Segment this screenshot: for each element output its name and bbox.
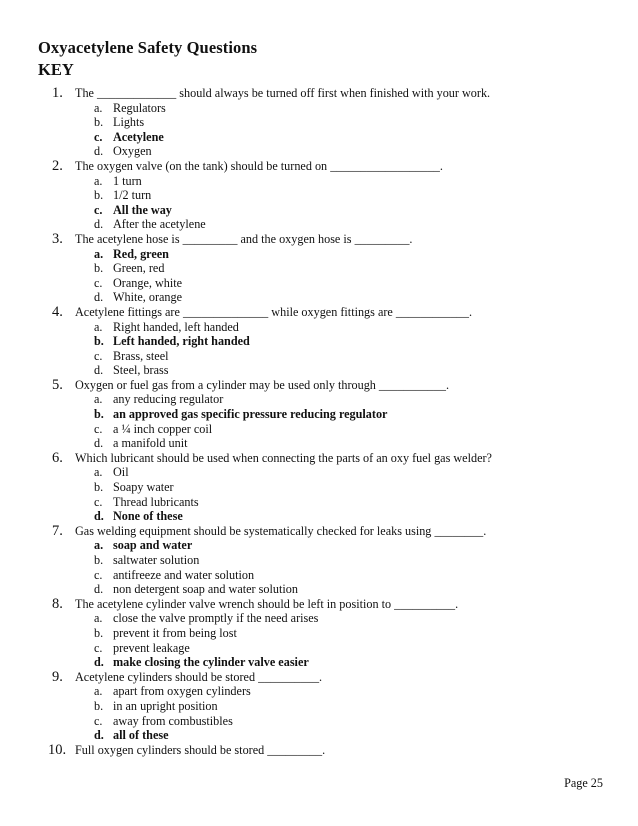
- option-text: antifreeze and water solution: [113, 567, 255, 582]
- question-number: 5.: [52, 376, 63, 393]
- option-text: saltwater solution: [113, 553, 200, 567]
- question-item: [0, 524, 638, 597]
- option-text: After the acetylene: [113, 217, 206, 232]
- option-text: Red, green: [113, 246, 169, 261]
- option-text: White, orange: [113, 290, 183, 305]
- option-text: a manifold unit: [113, 436, 188, 451]
- answer-options: [0, 538, 638, 596]
- question-text: Acetylene cylinders should be stored __________.: [75, 669, 323, 684]
- answer-option: [0, 641, 638, 656]
- correct-answer-option: [0, 407, 638, 422]
- option-letter: b.: [94, 261, 104, 276]
- option-letter: a.: [94, 173, 103, 188]
- answer-options: [0, 174, 638, 232]
- answer-option: [0, 714, 638, 729]
- answer-option: [0, 217, 638, 232]
- option-letter: d.: [94, 290, 104, 305]
- option-letter: d.: [94, 582, 104, 597]
- option-text: Brass, steel: [113, 348, 169, 363]
- answer-option: [0, 115, 638, 130]
- option-letter: a.: [94, 392, 103, 407]
- answer-option: [0, 495, 638, 510]
- key-heading: KEY: [38, 60, 74, 79]
- option-letter: a.: [94, 319, 103, 334]
- answer-options: [0, 465, 638, 523]
- correct-answer-option: [0, 538, 638, 553]
- correct-answer-option: [0, 247, 638, 262]
- answer-options: [0, 611, 638, 669]
- answer-options: [0, 320, 638, 378]
- option-text: Soapy water: [113, 480, 174, 495]
- option-text: Right handed, left handed: [113, 319, 239, 334]
- option-letter: a.: [94, 684, 103, 699]
- answer-option: [0, 349, 638, 364]
- option-text: All the way: [113, 202, 172, 217]
- question-item: [0, 451, 638, 524]
- option-text: in an upright position: [113, 698, 218, 713]
- answer-option: [0, 392, 638, 407]
- option-letter: c.: [94, 567, 103, 582]
- question-item: [0, 232, 638, 305]
- question-text: Gas welding equipment should be systematically checked for leaks using ________.: [75, 523, 487, 538]
- option-text: any reducing regulator: [113, 392, 224, 407]
- option-text: Green, red: [113, 261, 165, 276]
- option-text: apart from oxygen cylinders: [113, 684, 251, 699]
- option-text: Orange, white: [113, 275, 183, 290]
- option-text: Left handed, right handed: [113, 334, 250, 349]
- question-number: 8.: [52, 595, 63, 612]
- option-letter: a.: [94, 538, 104, 553]
- option-text: close the valve promptly if the need arises: [113, 611, 319, 626]
- option-letter: b.: [94, 188, 104, 203]
- question-text: The acetylene hose is _________ and the oxygen hose is _________.: [75, 231, 413, 246]
- question-number: 9.: [52, 668, 63, 685]
- question-item: [0, 86, 638, 159]
- option-text: non detergent soap and water solution: [113, 582, 298, 597]
- answer-option: [0, 699, 638, 714]
- option-text: None of these: [113, 509, 183, 524]
- question-item: [0, 159, 638, 232]
- question-text: The acetylene cylinder valve wrench should be left in position to __________.: [75, 596, 459, 611]
- option-letter: c.: [94, 421, 103, 436]
- option-letter: d.: [94, 144, 104, 159]
- question-text: Oxygen or fuel gas from a cylinder may be used only through ___________.: [75, 377, 450, 392]
- option-text: 1/2 turn: [113, 188, 152, 203]
- option-text: prevent leakage: [113, 640, 190, 655]
- question-number: 10.: [48, 741, 67, 758]
- question-text: The oxygen valve (on the tank) should be turned on __________________.: [75, 158, 443, 173]
- answer-option: [0, 568, 638, 583]
- answer-option: [0, 188, 638, 203]
- answer-option: [0, 422, 638, 437]
- question-number: 3.: [52, 230, 63, 247]
- option-text: Lights: [113, 115, 145, 130]
- answer-option: [0, 174, 638, 189]
- answer-option: [0, 276, 638, 291]
- option-text: an approved gas specific pressure reducing regulator: [113, 407, 388, 422]
- question-item: [0, 743, 638, 758]
- question-number: 4.: [52, 303, 63, 320]
- option-text: 1 turn: [113, 173, 142, 188]
- option-letter: b.: [94, 115, 104, 130]
- answer-option: [0, 363, 638, 378]
- option-text: Regulators: [113, 100, 166, 115]
- question-list: [0, 86, 638, 757]
- option-text: Oxygen: [113, 144, 152, 159]
- question-item: [0, 597, 638, 670]
- question-number: 2.: [52, 157, 63, 174]
- option-letter: b.: [94, 553, 104, 567]
- answer-option: [0, 144, 638, 159]
- option-letter: b.: [94, 480, 104, 495]
- answer-option: [0, 480, 638, 495]
- option-letter: c.: [94, 348, 103, 363]
- option-text: all of these: [113, 728, 169, 743]
- option-letter: c.: [94, 275, 103, 290]
- option-text: away from combustibles: [113, 713, 233, 728]
- correct-answer-option: [0, 203, 638, 218]
- question-text: The _____________ should always be turned off first when finished with your work.: [75, 86, 491, 100]
- answer-option: [0, 290, 638, 305]
- answer-option: [0, 553, 638, 568]
- option-letter: d.: [94, 728, 104, 743]
- correct-answer-option: [0, 334, 638, 349]
- option-letter: b.: [94, 625, 104, 640]
- answer-options: [0, 392, 638, 450]
- answer-option: [0, 436, 638, 451]
- answer-option: [0, 261, 638, 276]
- answer-option: [0, 465, 638, 480]
- option-text: a ¼ inch copper coil: [113, 421, 213, 436]
- option-letter: b.: [94, 334, 104, 349]
- option-letter: d.: [94, 363, 104, 378]
- option-letter: c.: [94, 494, 103, 509]
- option-letter: c.: [94, 640, 103, 655]
- question-item: [0, 670, 638, 743]
- answer-options: [0, 247, 638, 305]
- answer-option: [0, 626, 638, 641]
- option-text: Steel, brass: [113, 363, 169, 378]
- option-text: Acetylene: [113, 129, 164, 144]
- question-number: 1.: [52, 85, 63, 101]
- option-letter: d.: [94, 436, 104, 451]
- option-letter: a.: [94, 100, 103, 115]
- option-letter: a.: [94, 246, 104, 261]
- question-text: Which lubricant should be used when connecting the parts of an oxy fuel gas welder?: [75, 450, 492, 465]
- option-letter: d.: [94, 655, 104, 670]
- option-letter: b.: [94, 407, 104, 422]
- correct-answer-option: [0, 130, 638, 145]
- answer-option: [0, 611, 638, 626]
- answer-option: [0, 320, 638, 335]
- option-letter: d.: [94, 509, 104, 524]
- question-text: Acetylene fittings are ______________ while oxygen fittings are ____________.: [75, 304, 473, 319]
- correct-answer-option: [0, 655, 638, 670]
- option-letter: c.: [94, 129, 103, 144]
- question-item: [0, 305, 638, 378]
- option-letter: a.: [94, 465, 103, 480]
- correct-answer-option: [0, 509, 638, 524]
- answer-options: [0, 101, 638, 159]
- option-letter: c.: [94, 713, 103, 728]
- page-number: Page 25: [564, 776, 603, 790]
- question-number: 7.: [52, 522, 63, 539]
- option-text: make closing the cylinder valve easier: [113, 655, 309, 670]
- question-item: [0, 378, 638, 451]
- option-letter: b.: [94, 698, 104, 713]
- answer-options: [0, 684, 638, 742]
- correct-answer-option: [0, 728, 638, 743]
- answer-option: [0, 582, 638, 597]
- document-title: Oxyacetylene Safety Questions: [38, 38, 258, 57]
- option-text: prevent it from being lost: [113, 625, 237, 640]
- option-text: Oil: [113, 465, 129, 480]
- question-number: 6.: [52, 449, 63, 466]
- option-letter: c.: [94, 202, 103, 217]
- option-text: soap and water: [113, 538, 193, 553]
- option-letter: a.: [94, 611, 103, 626]
- option-text: Thread lubricants: [113, 494, 199, 509]
- option-letter: d.: [94, 217, 104, 232]
- answer-option: [0, 101, 638, 116]
- question-text: Full oxygen cylinders should be stored _________.: [75, 742, 326, 757]
- answer-option: [0, 684, 638, 699]
